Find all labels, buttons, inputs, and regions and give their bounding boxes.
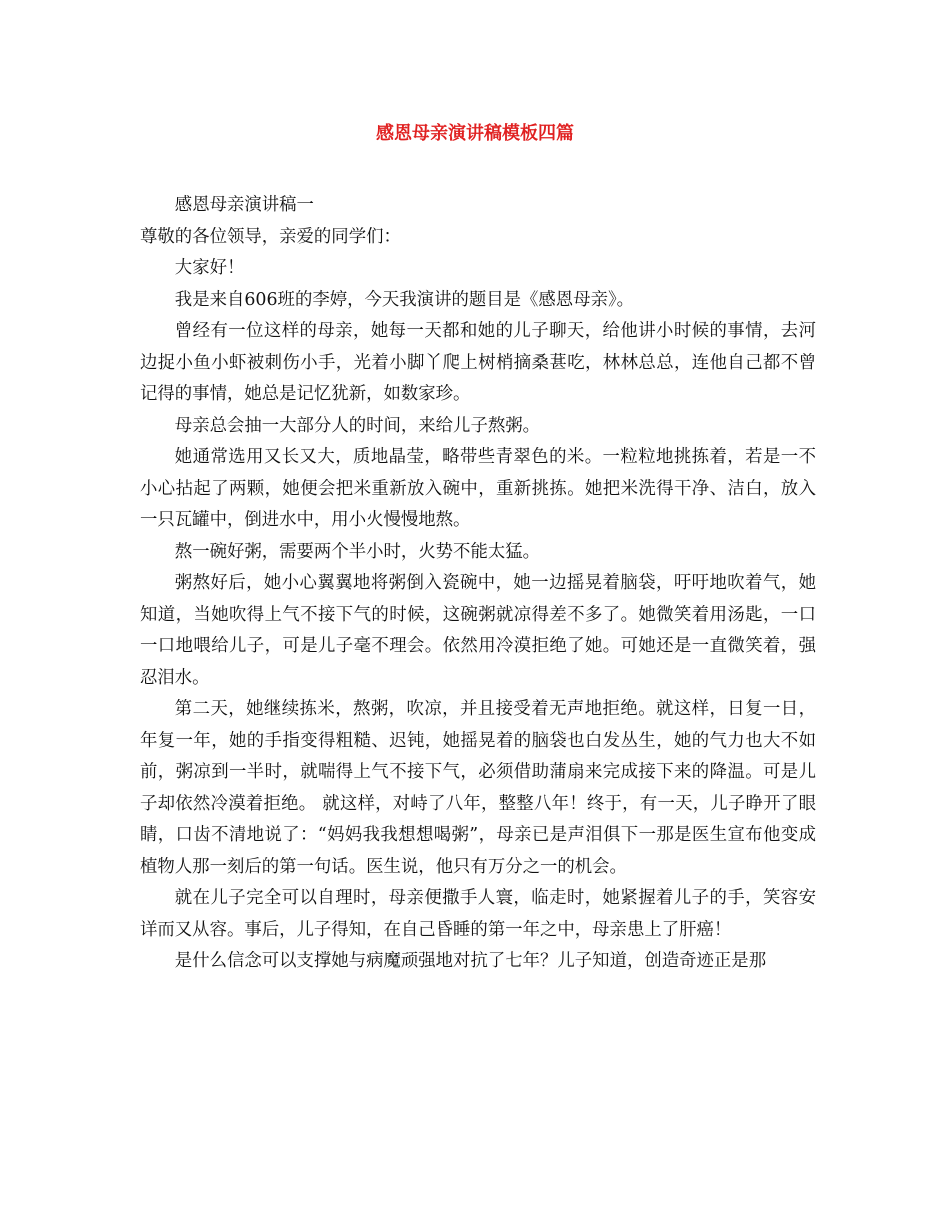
paragraph: 第二天，她继续拣米，熬粥，吹凉，并且接受着无声地拒绝。就这样，日复一日，年复一年，她的手指变得粗糙、迟钝，她摇晃着的脑袋也白发丛生，她的气力也大不如前，粥凉到一半时，就喘得上气不接下气，必须借助蒲扇来完成接下来的降温。可是儿子却依然冷漠着拒绝。 就这样，对峙了八年，整整八年！终于，有一天，儿子睁开了眼睛，口齿不清地说了：“妈妈我我想想喝粥”，母亲已是声泪俱下一那是医生宣布他变成植物人那一刻后的第一句话。医生说，他只有万分之一的机会。 [140,699,816,877]
paragraph: 就在儿子完全可以自理时，母亲便撒手人寰，临走时，她紧握着儿子的手，笑容安详而又从容。事后，儿子得知，在自己昏睡的第一年之中，母亲患上了肝癌！ [140,888,816,940]
document-body [140,190,816,978]
greeting: 大家好！ [174,258,245,278]
paragraph: 我是来自606班的李婷，今天我演讲的题目是《感恩母亲》。 [174,289,635,310]
section-heading: 感恩母亲演讲稿一 [174,195,314,215]
document-title: 感恩母亲演讲稿模板四篇 [376,123,574,144]
paragraph: 母亲总会抽一大部分人的时间，来给儿子熬粥。 [174,415,541,436]
paragraph: 熬一碗好粥，需要两个半小时，火势不能太猛。 [174,541,541,562]
paragraph: 粥熬好后，她小心翼翼地将粥倒入瓷碗中，她一边摇晃着脑袋，吁吁地吹着气，她知道，当她吹得上气不接下气的时候，这碗粥就凉得差不多了。她微笑着用汤匙，一口一口地喂给儿子，可是儿子毫不理会。依然用冷漠拒绝了她。可她还是一直微笑着，强忍泪水。 [140,573,816,688]
salutation: 尊敬的各位领导，亲爱的同学们： [140,226,401,247]
paragraph: 曾经有一位这样的母亲，她每一天都和她的儿子聊天，给他讲小时候的事情，去河边捉小鱼小虾被刺伤小手，光着小脚丫爬上树梢摘桑葚吃，林林总总，连他自己都不曾记得的事情，她总是记忆犹新，如数家珍。 [140,321,816,404]
paragraph: 她通常选用又长又大，质地晶莹，略带些青翠色的米。一粒粒地挑拣着，若是一不小心拈起了两颗，她便会把米重新放入碗中，重新挑拣。她把米洗得干净、洁白，放入一只瓦罐中，倒进水中，用小火慢慢地熬。 [140,447,816,530]
paragraph: 是什么信念可以支撑她与病魔顽强地对抗了七年？儿子知道，创造奇迹正是那 [174,951,767,971]
